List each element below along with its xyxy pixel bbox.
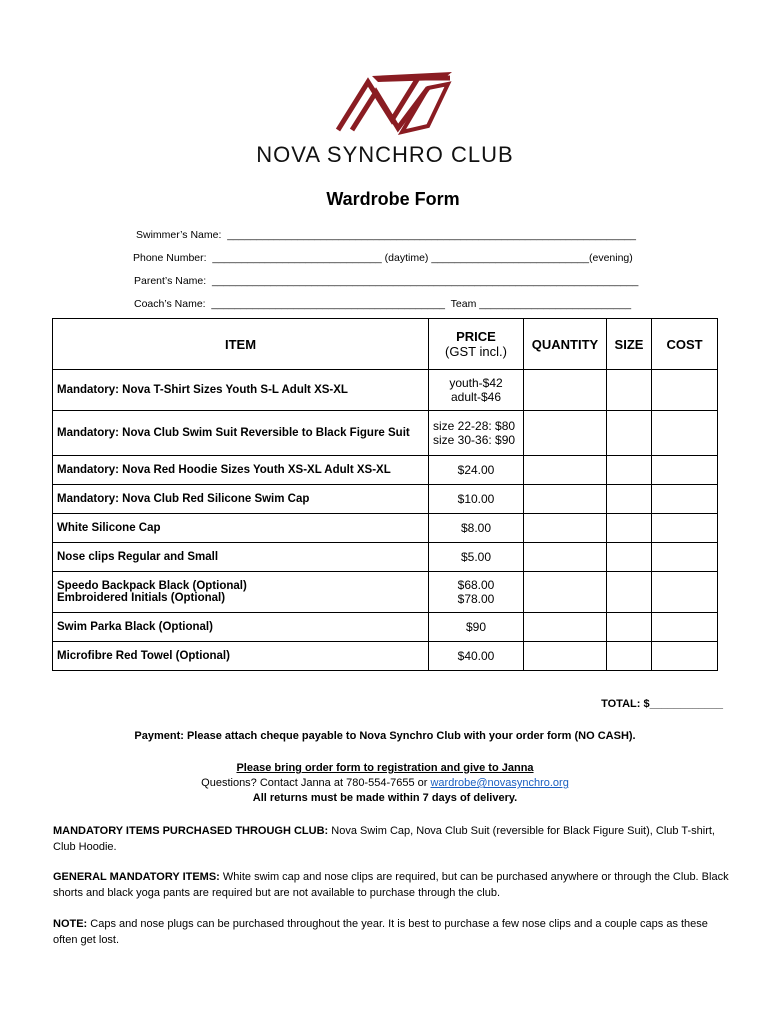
table-row	[53, 485, 718, 514]
parent-name-field[interactable]: Parent’s Name: _________________________________________________________________________	[134, 275, 639, 287]
coach-team-field[interactable]: Coach’s Name: ________________________________________ Team __________________________	[134, 298, 632, 310]
cost-cell[interactable]	[652, 642, 718, 671]
cost-cell[interactable]	[652, 485, 718, 514]
table-row	[53, 572, 718, 613]
item-line: Embroidered Initials (Optional)	[57, 592, 226, 604]
item-cell: Mandatory: Nova Club Red Silicone Swim Cap	[53, 485, 429, 514]
quantity-cell[interactable]	[524, 572, 607, 613]
cost-cell[interactable]	[652, 514, 718, 543]
cost-cell[interactable]	[652, 370, 718, 411]
size-cell[interactable]	[607, 485, 652, 514]
quantity-header: QUANTITY	[524, 319, 607, 370]
price-cell	[429, 572, 524, 613]
general-label: GENERAL MANDATORY ITEMS:	[53, 871, 220, 883]
cost-cell[interactable]	[652, 456, 718, 485]
returns-policy: All returns must be made within 7 days of delivery.	[252, 792, 518, 804]
cost-cell[interactable]	[652, 613, 718, 642]
note-label: NOTE:	[53, 918, 88, 930]
item-header: ITEM	[53, 319, 429, 370]
total-field[interactable]: TOTAL: $____________	[601, 698, 723, 710]
size-cell[interactable]	[607, 456, 652, 485]
size-cell[interactable]	[607, 642, 652, 671]
cost-cell[interactable]	[652, 543, 718, 572]
table-row	[53, 642, 718, 671]
quantity-cell[interactable]	[524, 514, 607, 543]
item-cell: Swim Parka Black (Optional)	[53, 613, 429, 642]
item-cell: Nose clips Regular and Small	[53, 543, 429, 572]
item-cell: White Silicone Cap	[53, 514, 429, 543]
size-cell[interactable]	[607, 514, 652, 543]
note-text: Caps and nose plugs can be purchased throughout the year. It is best to purchase a few nose clips and a couple caps as these often get lost.	[53, 918, 708, 946]
table-row	[53, 543, 718, 572]
cost-header: COST	[652, 319, 718, 370]
price-line: adult-$46	[450, 390, 502, 404]
questions-text: Questions? Contact Janna at 780-554-7655 or	[201, 777, 428, 789]
price-line: youth-$42	[449, 376, 503, 390]
bring-form-note: Please bring order form to registration and give to Janna	[236, 762, 534, 774]
email-link[interactable]: wardrobe@novasynchro.org	[430, 777, 569, 789]
nova-logo-icon	[332, 70, 456, 136]
price-header-label: PRICE	[456, 329, 496, 344]
cost-cell[interactable]	[652, 411, 718, 456]
table-row	[53, 514, 718, 543]
price-cell: $10.00	[429, 485, 524, 514]
item-cell: Mandatory: Nova Club Swim Suit Reversible to Black Figure Suit	[53, 411, 429, 456]
quantity-cell[interactable]	[524, 370, 607, 411]
quantity-cell[interactable]	[524, 456, 607, 485]
note-paragraph	[53, 916, 733, 948]
phone-number-field[interactable]: Phone Number: _____________________________ (daytime) ___________________________(evening)	[133, 252, 633, 264]
mandatory-label: MANDATORY ITEMS PURCHASED THROUGH CLUB:	[53, 825, 329, 837]
price-cell: $8.00	[429, 514, 524, 543]
item-cell: Mandatory: Nova Red Hoodie Sizes Youth XS-XL Adult XS-XL	[53, 456, 429, 485]
price-line: $78.00	[457, 592, 495, 606]
table-row	[53, 456, 718, 485]
table-row	[53, 411, 718, 456]
payment-instructions: Payment: Please attach cheque payable to Nova Synchro Club with your order form (NO CASH).	[134, 730, 636, 742]
price-cell: $40.00	[429, 642, 524, 671]
price-line: size 22-28: $80	[433, 419, 516, 433]
quantity-cell[interactable]	[524, 543, 607, 572]
form-title: Wardrobe Form	[326, 189, 460, 209]
mandatory-text: Nova Swim Cap, Nova Club Suit (reversible for Black Figure Suit), Club T-shirt, Club Hoodie.	[53, 825, 715, 853]
general-text: White swim cap and nose clips are required, but can be purchased anywhere or through the Club. Black shorts and black yoga pants are required but are not available to purchase through the club.	[53, 871, 729, 899]
size-cell[interactable]	[607, 370, 652, 411]
price-cell: $90	[429, 613, 524, 642]
item-cell	[53, 572, 429, 613]
mandatory-items-note	[53, 823, 733, 855]
price-header-note: (GST incl.)	[445, 344, 507, 359]
quantity-cell[interactable]	[524, 613, 607, 642]
size-header: SIZE	[607, 319, 652, 370]
general-items-note	[53, 869, 733, 901]
size-cell[interactable]	[607, 613, 652, 642]
size-cell[interactable]	[607, 572, 652, 613]
table-row	[53, 370, 718, 411]
cost-cell[interactable]	[652, 572, 718, 613]
price-cell	[429, 370, 524, 411]
club-name: NOVA SYNCHRO CLUB	[256, 142, 514, 167]
price-cell: $5.00	[429, 543, 524, 572]
price-line: $68.00	[457, 578, 495, 592]
table-row	[53, 613, 718, 642]
item-line: Speedo Backpack Black (Optional)	[57, 580, 247, 592]
item-cell: Microfibre Red Towel (Optional)	[53, 642, 429, 671]
size-cell[interactable]	[607, 543, 652, 572]
quantity-cell[interactable]	[524, 411, 607, 456]
quantity-cell[interactable]	[524, 642, 607, 671]
quantity-cell[interactable]	[524, 485, 607, 514]
item-cell: Mandatory: Nova T-Shirt Sizes Youth S-L Adult XS-XL	[53, 370, 429, 411]
wardrobe-table	[52, 318, 718, 671]
size-cell[interactable]	[607, 411, 652, 456]
price-cell: $24.00	[429, 456, 524, 485]
price-line: size 30-36: $90	[433, 433, 516, 447]
price-header	[429, 319, 524, 370]
price-cell	[429, 411, 524, 456]
swimmer-name-field[interactable]: Swimmer’s Name: ______________________________________________________________________	[136, 229, 636, 241]
table-header-row	[53, 319, 718, 370]
contact-line	[0, 777, 770, 789]
